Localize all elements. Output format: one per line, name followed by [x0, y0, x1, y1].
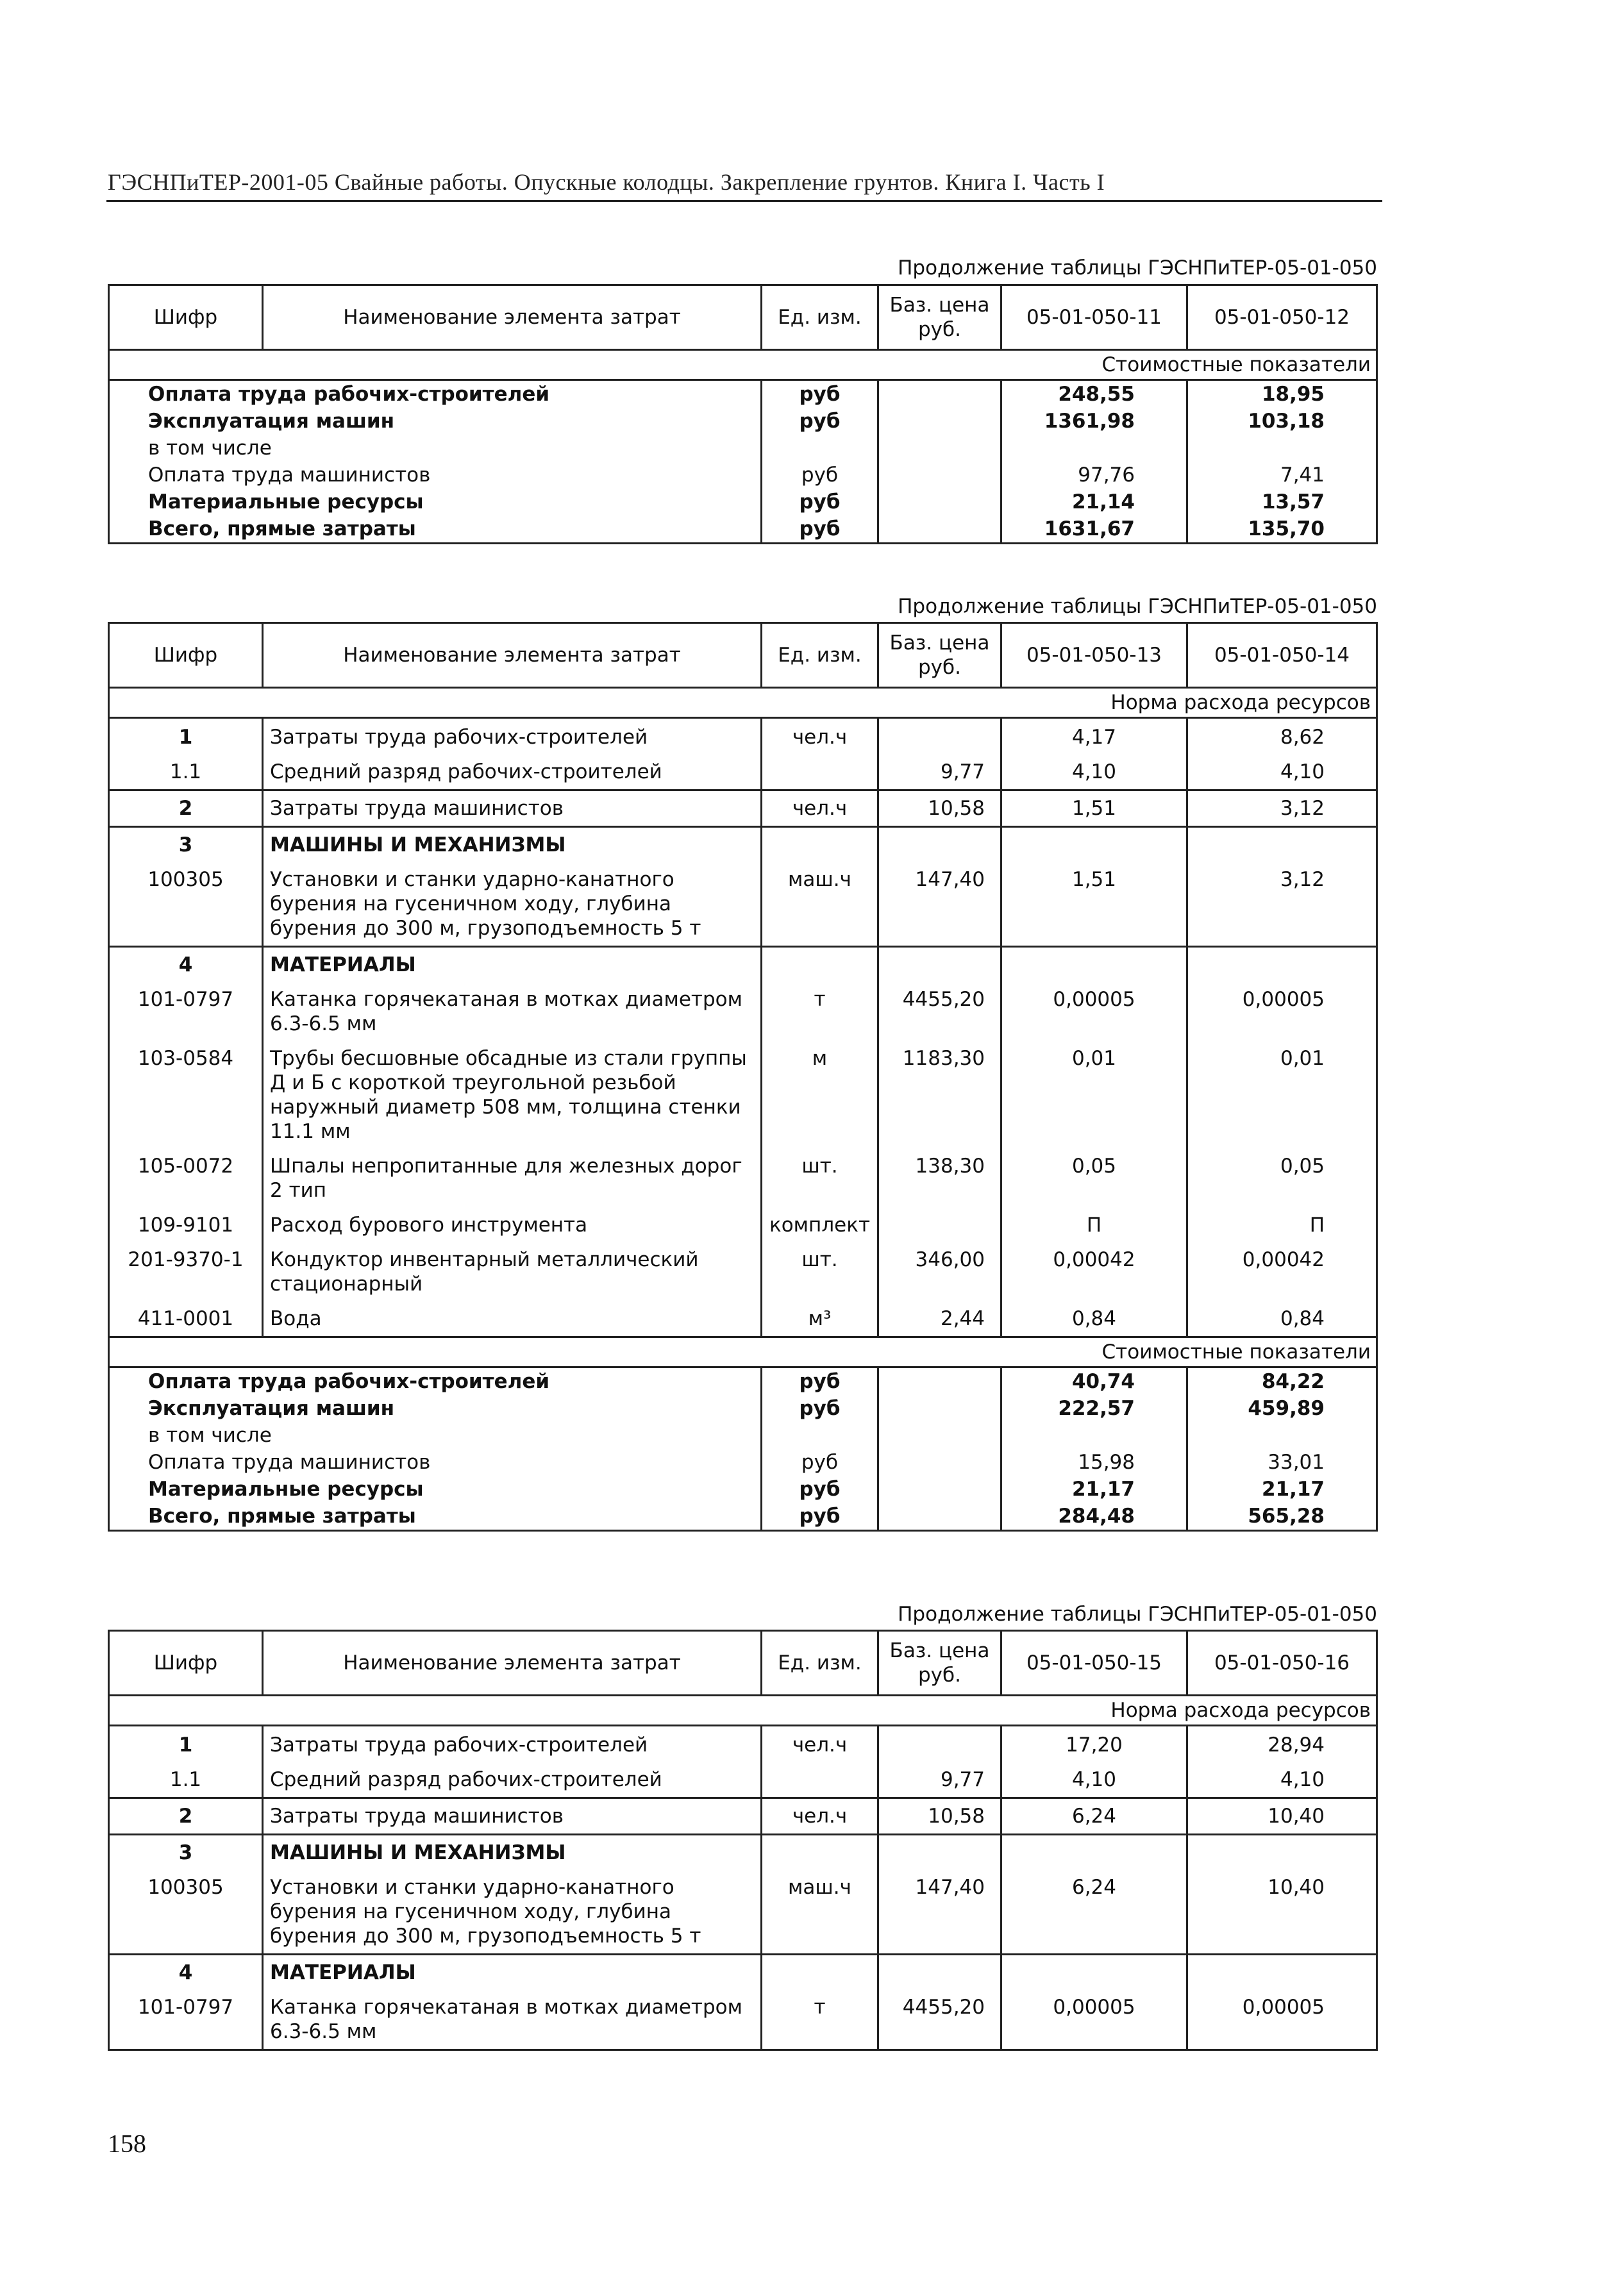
section-label: Норма расхода ресурсов — [109, 1696, 1377, 1726]
row-value-b: 4,10 — [1187, 1762, 1377, 1798]
row-price: 346,00 — [878, 1242, 1001, 1301]
row-value-b: 10,40 — [1187, 1798, 1377, 1835]
table-row — [109, 1726, 1377, 1763]
row-value-b — [1187, 947, 1377, 983]
row-unit: т — [762, 1990, 878, 2050]
col-b-header: 05-01-050-12 — [1187, 285, 1377, 350]
summary-name: Всего, прямые затраты — [109, 1503, 762, 1531]
summary-value-a: 1631,67 — [1001, 515, 1187, 544]
row-unit: шт. — [762, 1149, 878, 1208]
row-code: 4 — [109, 1955, 263, 1991]
row-name: Затраты труда машинистов — [263, 790, 762, 827]
summary-price — [878, 380, 1001, 408]
summary-unit: руб — [762, 1476, 878, 1503]
table-row — [109, 1242, 1377, 1301]
col-name-header: Наименование элемента затрат — [263, 285, 762, 350]
col-code-header: Шифр — [109, 623, 263, 688]
row-name: МАШИНЫ И МЕХАНИЗМЫ — [263, 1835, 762, 1871]
table-row — [109, 1149, 1377, 1208]
row-price — [878, 1955, 1001, 1991]
summary-row — [109, 1449, 1377, 1476]
row-value-a: 0,00005 — [1001, 982, 1187, 1041]
row-name: Средний разряд рабочих-строителей — [263, 755, 762, 790]
row-price: 10,58 — [878, 790, 1001, 827]
row-code: 100305 — [109, 1870, 263, 1955]
table-header-row — [109, 285, 1377, 350]
row-price: 1183,30 — [878, 1041, 1001, 1149]
row-name: Кондуктор инвентарный металлический стационарный — [263, 1242, 762, 1301]
summary-row — [109, 462, 1377, 489]
summary-name: Оплата труда рабочих-строителей — [109, 1367, 762, 1396]
table-row — [109, 790, 1377, 827]
table-row — [109, 1208, 1377, 1242]
summary-value-b: 135,70 — [1187, 515, 1377, 544]
row-price — [878, 1208, 1001, 1242]
summary-row — [109, 489, 1377, 515]
summary-name: Оплата труда рабочих-строителей — [109, 380, 762, 408]
row-code: 4 — [109, 947, 263, 983]
row-value-a: 4,10 — [1001, 1762, 1187, 1798]
summary-unit — [762, 1422, 878, 1449]
table-caption: Продолжение таблицы ГЭСНПиТЕР-05-01-050 — [898, 256, 1377, 280]
row-name: Установки и станки ударно-канатного бурения на гусеничном ходу, глубина бурения до 300 м, грузоподъемность 5 т — [263, 862, 762, 947]
row-code: 101-0797 — [109, 982, 263, 1041]
summary-row — [109, 435, 1377, 462]
summary-row — [109, 515, 1377, 544]
row-name: Средний разряд рабочих-строителей — [263, 1762, 762, 1798]
summary-block — [109, 1367, 1377, 1531]
summary-price — [878, 515, 1001, 544]
summary-name: Материальные ресурсы — [109, 1476, 762, 1503]
table-row — [109, 718, 1377, 755]
summary-value-a: 21,14 — [1001, 489, 1187, 515]
col-code-header: Шифр — [109, 1631, 263, 1696]
resource-rows — [109, 718, 1377, 1337]
summary-value-b: 18,95 — [1187, 380, 1377, 408]
row-unit: чел.ч — [762, 1726, 878, 1763]
summary-value-b: 459,89 — [1187, 1395, 1377, 1422]
row-value-a — [1001, 1835, 1187, 1871]
row-value-b: 0,00005 — [1187, 982, 1377, 1041]
summary-value-a: 40,74 — [1001, 1367, 1187, 1396]
row-value-a: 6,24 — [1001, 1798, 1187, 1835]
row-price: 4455,20 — [878, 1990, 1001, 2050]
row-value-a — [1001, 827, 1187, 863]
summary-name: Оплата труда машинистов — [109, 1449, 762, 1476]
row-code: 103-0584 — [109, 1041, 263, 1149]
row-name: Установки и станки ударно-канатного бурения на гусеничном ходу, глубина бурения до 300 м, грузоподъемность 5 т — [263, 1870, 762, 1955]
summary-value-b: 103,18 — [1187, 408, 1377, 435]
summary-name: в том числе — [109, 435, 762, 462]
row-value-a: П — [1001, 1208, 1187, 1242]
row-value-a — [1001, 947, 1187, 983]
summary-unit: руб — [762, 462, 878, 489]
row-price: 9,77 — [878, 755, 1001, 790]
row-name: Затраты труда машинистов — [263, 1798, 762, 1835]
row-code: 109-9101 — [109, 1208, 263, 1242]
summary-name: Эксплуатация машин — [109, 408, 762, 435]
table-row — [109, 947, 1377, 983]
section-label: Стоимостные показатели — [109, 1337, 1377, 1367]
summary-value-a: 97,76 — [1001, 462, 1187, 489]
summary-value-b: 7,41 — [1187, 462, 1377, 489]
table-caption: Продолжение таблицы ГЭСНПиТЕР-05-01-050 — [898, 595, 1377, 618]
summary-value-a — [1001, 1422, 1187, 1449]
table-row — [109, 1041, 1377, 1149]
row-code: 100305 — [109, 862, 263, 947]
row-unit: чел.ч — [762, 1798, 878, 1835]
summary-price — [878, 435, 1001, 462]
table-row — [109, 1990, 1377, 2050]
row-value-b: 0,01 — [1187, 1041, 1377, 1149]
row-price: 147,40 — [878, 1870, 1001, 1955]
row-value-a: 0,05 — [1001, 1149, 1187, 1208]
row-unit: маш.ч — [762, 862, 878, 947]
row-price: 4455,20 — [878, 982, 1001, 1041]
row-value-b: 0,00042 — [1187, 1242, 1377, 1301]
row-value-b: 0,84 — [1187, 1301, 1377, 1337]
summary-unit: руб — [762, 408, 878, 435]
summary-row — [109, 1422, 1377, 1449]
col-price-header: Баз. цена руб. — [878, 1631, 1001, 1696]
col-name-header: Наименование элемента затрат — [263, 623, 762, 688]
row-code: 1 — [109, 1726, 263, 1763]
summary-value-a: 21,17 — [1001, 1476, 1187, 1503]
summary-row — [109, 1395, 1377, 1422]
row-price — [878, 1726, 1001, 1763]
summary-value-b: 13,57 — [1187, 489, 1377, 515]
col-b-header: 05-01-050-14 — [1187, 623, 1377, 688]
summary-value-b: 33,01 — [1187, 1449, 1377, 1476]
resource-rows — [109, 1726, 1377, 2050]
row-value-b: 0,05 — [1187, 1149, 1377, 1208]
row-name: Катанка горячекатаная в мотках диаметром 6.3-6.5 мм — [263, 1990, 762, 2050]
row-value-a: 0,00005 — [1001, 1990, 1187, 2050]
row-value-a: 1,51 — [1001, 862, 1187, 947]
row-value-a: 0,84 — [1001, 1301, 1187, 1337]
summary-unit: руб — [762, 515, 878, 544]
table-header-row — [109, 1631, 1377, 1696]
table-row — [109, 1870, 1377, 1955]
page-number: 158 — [108, 2129, 146, 2158]
row-name: Затраты труда рабочих-строителей — [263, 1726, 762, 1763]
summary-row — [109, 1476, 1377, 1503]
summary-unit: руб — [762, 380, 878, 408]
summary-price — [878, 408, 1001, 435]
col-unit-header: Ед. изм. — [762, 623, 878, 688]
summary-value-b: 565,28 — [1187, 1503, 1377, 1531]
row-price: 147,40 — [878, 862, 1001, 947]
table-row — [109, 1798, 1377, 1835]
row-unit — [762, 1955, 878, 1991]
row-price: 9,77 — [878, 1762, 1001, 1798]
row-value-a: 4,10 — [1001, 755, 1187, 790]
row-price — [878, 947, 1001, 983]
summary-unit: руб — [762, 1367, 878, 1396]
row-price: 138,30 — [878, 1149, 1001, 1208]
row-code: 101-0797 — [109, 1990, 263, 2050]
summary-unit — [762, 435, 878, 462]
summary-value-a: 248,55 — [1001, 380, 1187, 408]
row-unit: маш.ч — [762, 1870, 878, 1955]
row-unit: чел.ч — [762, 790, 878, 827]
row-code: 1 — [109, 718, 263, 755]
table-row — [109, 1762, 1377, 1798]
row-value-b: 3,12 — [1187, 862, 1377, 947]
row-name: МАШИНЫ И МЕХАНИЗМЫ — [263, 827, 762, 863]
table-row — [109, 755, 1377, 790]
summary-unit: руб — [762, 1395, 878, 1422]
summary-row — [109, 408, 1377, 435]
summary-value-b — [1187, 435, 1377, 462]
row-name: Катанка горячекатаная в мотках диаметром 6.3-6.5 мм — [263, 982, 762, 1041]
row-value-b: 3,12 — [1187, 790, 1377, 827]
col-unit-header: Ед. изм. — [762, 1631, 878, 1696]
table-row — [109, 862, 1377, 947]
row-price: 2,44 — [878, 1301, 1001, 1337]
row-unit — [762, 827, 878, 863]
table-row — [109, 827, 1377, 863]
row-code: 3 — [109, 1835, 263, 1871]
row-unit — [762, 1835, 878, 1871]
row-value-b: 8,62 — [1187, 718, 1377, 755]
row-code: 2 — [109, 1798, 263, 1835]
row-value-a: 1,51 — [1001, 790, 1187, 827]
summary-row — [109, 1367, 1377, 1396]
row-value-a — [1001, 1955, 1187, 1991]
summary-value-a: 15,98 — [1001, 1449, 1187, 1476]
row-name: МАТЕРИАЛЫ — [263, 1955, 762, 1991]
row-code: 411-0001 — [109, 1301, 263, 1337]
row-price — [878, 1835, 1001, 1871]
row-value-b — [1187, 1955, 1377, 1991]
row-unit: т — [762, 982, 878, 1041]
summary-value-a: 284,48 — [1001, 1503, 1187, 1531]
summary-value-b — [1187, 1422, 1377, 1449]
row-name: Шпалы непропитанные для железных дорог 2 тип — [263, 1149, 762, 1208]
row-unit — [762, 947, 878, 983]
section-label: Стоимостные показатели — [109, 350, 1377, 380]
row-name: Вода — [263, 1301, 762, 1337]
summary-row — [109, 1503, 1377, 1531]
summary-name: Всего, прямые затраты — [109, 515, 762, 544]
row-code: 201-9370-1 — [109, 1242, 263, 1301]
row-value-a: 17,20 — [1001, 1726, 1187, 1763]
col-b-header: 05-01-050-16 — [1187, 1631, 1377, 1696]
row-code: 1.1 — [109, 1762, 263, 1798]
row-unit: шт. — [762, 1242, 878, 1301]
table-header-row — [109, 623, 1377, 688]
row-value-b: 4,10 — [1187, 755, 1377, 790]
row-unit: м³ — [762, 1301, 878, 1337]
row-price: 10,58 — [878, 1798, 1001, 1835]
resource-table-3 — [108, 1630, 1378, 2051]
row-value-b — [1187, 827, 1377, 863]
row-value-b: П — [1187, 1208, 1377, 1242]
page-header: ГЭСНПиТЕР-2001-05 Свайные работы. Опускные колодцы. Закрепление грунтов. Книга I. Часть I — [108, 169, 1105, 195]
row-value-a: 4,17 — [1001, 718, 1187, 755]
table-row — [109, 1835, 1377, 1871]
summary-price — [878, 1395, 1001, 1422]
row-unit: комплект — [762, 1208, 878, 1242]
table-caption: Продолжение таблицы ГЭСНПиТЕР-05-01-050 — [898, 1603, 1377, 1626]
row-value-a: 0,00042 — [1001, 1242, 1187, 1301]
row-name: Затраты труда рабочих-строителей — [263, 718, 762, 755]
row-value-b: 10,40 — [1187, 1870, 1377, 1955]
summary-unit: руб — [762, 489, 878, 515]
summary-value-b: 84,22 — [1187, 1367, 1377, 1396]
summary-value-b: 21,17 — [1187, 1476, 1377, 1503]
summary-unit: руб — [762, 1449, 878, 1476]
summary-price — [878, 1476, 1001, 1503]
summary-value-a — [1001, 435, 1187, 462]
row-value-a: 6,24 — [1001, 1870, 1187, 1955]
header-rule — [106, 200, 1382, 202]
summary-block — [109, 380, 1377, 544]
col-price-header: Баз. цена руб. — [878, 285, 1001, 350]
summary-price — [878, 1422, 1001, 1449]
summary-value-a: 1361,98 — [1001, 408, 1187, 435]
col-a-header: 05-01-050-11 — [1001, 285, 1187, 350]
row-name: Расход бурового инструмента — [263, 1208, 762, 1242]
resource-table-2 — [108, 622, 1378, 1532]
row-code: 3 — [109, 827, 263, 863]
row-price — [878, 827, 1001, 863]
section-label: Норма расхода ресурсов — [109, 688, 1377, 718]
resource-table-1 — [108, 284, 1378, 544]
row-value-b: 28,94 — [1187, 1726, 1377, 1763]
row-unit — [762, 755, 878, 790]
summary-value-a: 222,57 — [1001, 1395, 1187, 1422]
summary-price — [878, 1367, 1001, 1396]
row-unit: м — [762, 1041, 878, 1149]
col-a-header: 05-01-050-15 — [1001, 1631, 1187, 1696]
summary-row — [109, 380, 1377, 408]
row-code: 2 — [109, 790, 263, 827]
row-code: 105-0072 — [109, 1149, 263, 1208]
col-a-header: 05-01-050-13 — [1001, 623, 1187, 688]
table-row — [109, 1955, 1377, 1991]
col-name-header: Наименование элемента затрат — [263, 1631, 762, 1696]
row-value-a: 0,01 — [1001, 1041, 1187, 1149]
summary-price — [878, 1503, 1001, 1531]
row-name: Трубы бесшовные обсадные из стали группы Д и Б с короткой треугольной резьбой наружный диаметр 508 мм, толщина стенки 11.1 мм — [263, 1041, 762, 1149]
summary-price — [878, 489, 1001, 515]
table-row — [109, 1301, 1377, 1337]
summary-name: Оплата труда машинистов — [109, 462, 762, 489]
summary-name: в том числе — [109, 1422, 762, 1449]
summary-price — [878, 462, 1001, 489]
col-price-header: Баз. цена руб. — [878, 623, 1001, 688]
summary-name: Эксплуатация машин — [109, 1395, 762, 1422]
summary-unit: руб — [762, 1503, 878, 1531]
row-value-b — [1187, 1835, 1377, 1871]
row-name: МАТЕРИАЛЫ — [263, 947, 762, 983]
col-unit-header: Ед. изм. — [762, 285, 878, 350]
summary-price — [878, 1449, 1001, 1476]
table-row — [109, 982, 1377, 1041]
row-value-b: 0,00005 — [1187, 1990, 1377, 2050]
row-code: 1.1 — [109, 755, 263, 790]
row-price — [878, 718, 1001, 755]
summary-name: Материальные ресурсы — [109, 489, 762, 515]
row-unit: чел.ч — [762, 718, 878, 755]
row-unit — [762, 1762, 878, 1798]
col-code-header: Шифр — [109, 285, 263, 350]
